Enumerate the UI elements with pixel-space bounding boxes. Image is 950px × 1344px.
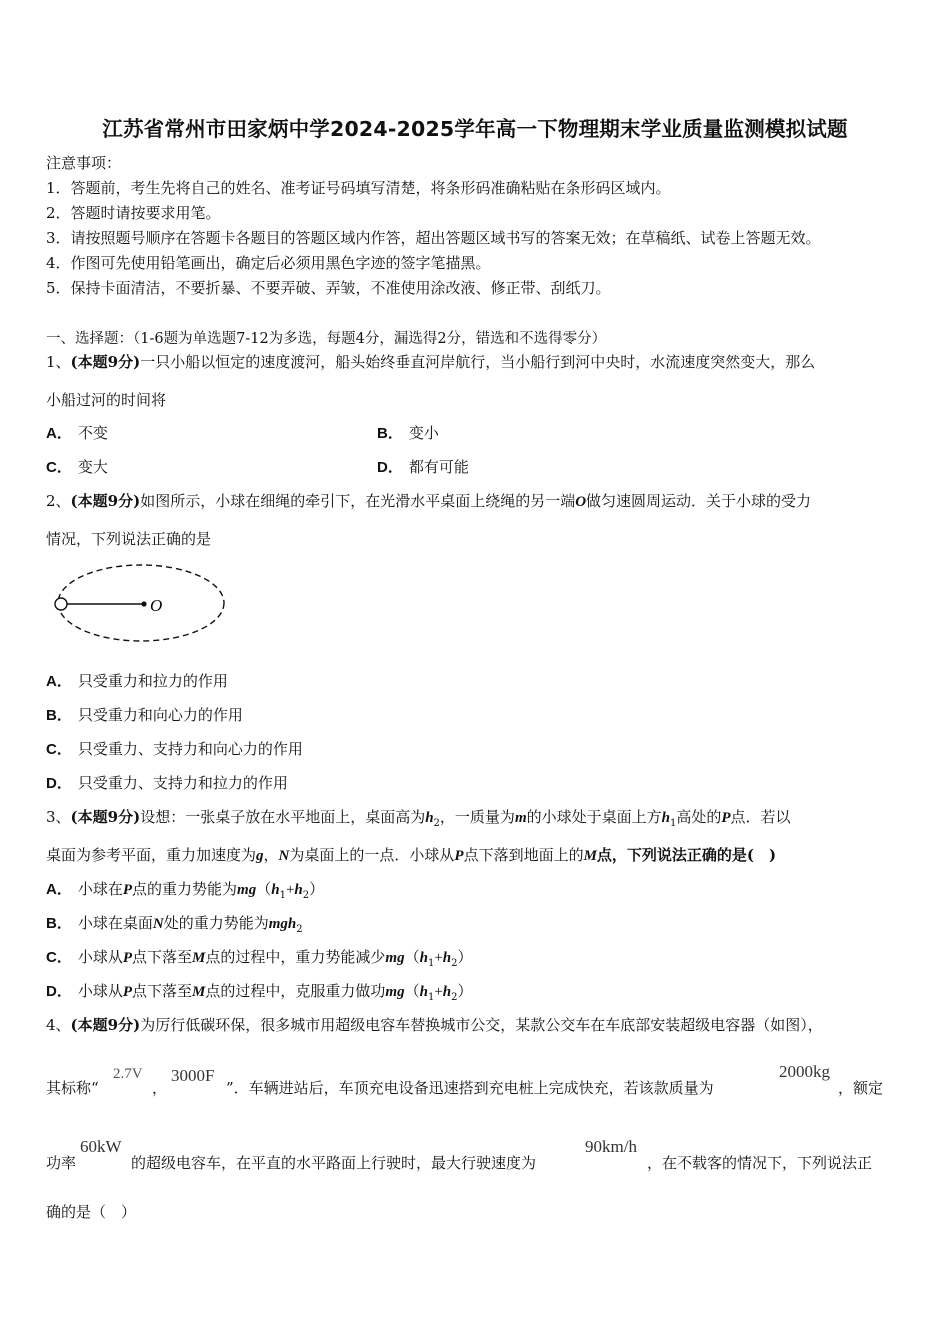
var-h: h bbox=[661, 810, 670, 826]
question-text: 确的是（ ） bbox=[46, 1203, 137, 1221]
question-text: 做匀速圆周运动．关于小球的受力 bbox=[586, 492, 812, 510]
power-value: 60kW bbox=[80, 1137, 122, 1156]
question-score: (本题9分) bbox=[70, 808, 141, 826]
question-score: (本题9分) bbox=[70, 492, 141, 510]
question-text: ”．车辆进站后，车顶充电设备迅速搭到充电桩上完成快充，若该款质量为 bbox=[226, 1079, 714, 1097]
notice-item: 2．答题时请按要求用笔。 bbox=[46, 204, 221, 222]
expr-mg: mg bbox=[385, 950, 405, 966]
question-4 bbox=[46, 1014, 823, 1035]
question-text: 的小球处于桌面上方 bbox=[526, 808, 662, 826]
option-label: A． bbox=[46, 425, 72, 442]
question-text: 高处的 bbox=[676, 808, 722, 826]
question-text: 为厉行低碳环保，很多城市用超级电容车替换城市公交，某款公交车在车底部安装超级电容器（如图）， bbox=[140, 1016, 823, 1034]
question-number: 4、 bbox=[46, 1016, 71, 1034]
subscript: 1 bbox=[669, 818, 677, 829]
point-p: P bbox=[122, 984, 133, 1000]
var-h: h bbox=[294, 882, 303, 898]
center-point bbox=[141, 601, 146, 606]
question-text: 点下落到地面上的 bbox=[463, 846, 584, 864]
notice-item: 4．作图可先使用铅笔画出，确定后必须用黑色字迹的签字笔描黑。 bbox=[46, 254, 491, 272]
option-label: B． bbox=[46, 707, 72, 724]
question-text: 如图所示，小球在细绳的牵引下，在光滑水平桌面上绕绳的另一端 bbox=[140, 492, 576, 510]
plus-sign: + bbox=[434, 950, 443, 966]
option-text: 小球从 bbox=[77, 982, 123, 1000]
var-m: m bbox=[514, 810, 527, 826]
point-n: N bbox=[152, 916, 164, 932]
option-text: ） bbox=[457, 948, 473, 966]
option-text: 都有可能 bbox=[408, 458, 469, 476]
option-c[interactable] bbox=[46, 738, 303, 759]
question-text: 点．若以 bbox=[730, 808, 791, 826]
option-a[interactable] bbox=[46, 422, 108, 443]
dashed-orbit bbox=[58, 565, 224, 641]
option-text: 只受重力、支持力和拉力的作用 bbox=[77, 774, 288, 792]
notice-item: 1．答题前，考生先将自己的姓名、准考证号码填写清楚，将条形码准确粘贴在条形码区域内。 bbox=[46, 179, 671, 197]
point-m: M bbox=[583, 848, 597, 864]
question-text: 一只小船以恒定的速度渡河，船头始终垂直河岸航行，当小船行到河中央时，水流速度突然变大，那么 bbox=[140, 353, 816, 371]
option-text: 只受重力、支持力和向心力的作用 bbox=[77, 740, 303, 758]
option-text: ） bbox=[309, 880, 325, 898]
capacitance-value: 3000F bbox=[171, 1066, 215, 1085]
point-o: O bbox=[575, 494, 587, 510]
question-text: 设想：一张桌子放在水平地面上，桌面高为 bbox=[140, 808, 426, 826]
point-m: M bbox=[192, 984, 206, 1000]
question-text: ，在不载客的情况下，下列说法正 bbox=[647, 1154, 873, 1172]
option-text: 点的重力势能为 bbox=[132, 880, 238, 898]
question-text: 小船过河的时间将 bbox=[46, 391, 167, 409]
page-title: 江苏省常州市田家炳中学2024-2025学年高一下物理期末学业质量监测模拟试题 bbox=[102, 117, 848, 141]
var-h: h bbox=[442, 950, 452, 966]
question-text: ，额定 bbox=[838, 1079, 884, 1097]
question-text: 其标称“ bbox=[46, 1079, 99, 1097]
option-d[interactable] bbox=[46, 772, 288, 793]
question-text: ， bbox=[263, 846, 279, 864]
option-text: 点下落至 bbox=[132, 982, 193, 1000]
speed-value: 90km/h bbox=[585, 1137, 637, 1156]
point-n: N bbox=[278, 848, 290, 864]
ball bbox=[55, 598, 67, 610]
question-2 bbox=[46, 490, 811, 511]
option-text: 处的重力势能为 bbox=[163, 914, 269, 932]
notice-item: 3．请按照题号顺序在答题卡各题目的答题区域内作答，超出答题区域书写的答案无效；在草稿纸、试卷上答题无效。 bbox=[46, 229, 821, 247]
option-d[interactable] bbox=[46, 980, 473, 1003]
circular-motion-figure bbox=[50, 560, 230, 646]
mass-value: 2000kg bbox=[779, 1062, 830, 1081]
question-3 bbox=[46, 806, 791, 829]
question-text: 点，下列说法正确的是( ) bbox=[596, 846, 777, 864]
point-p: P bbox=[122, 882, 133, 898]
plus-sign: + bbox=[285, 882, 295, 898]
option-c[interactable] bbox=[46, 946, 473, 969]
option-text: 小球在桌面 bbox=[77, 914, 153, 932]
subscript: 1 bbox=[427, 958, 435, 969]
option-d[interactable] bbox=[377, 456, 469, 477]
option-a[interactable] bbox=[46, 670, 228, 691]
question-text: 为桌面上的一点．小球从 bbox=[289, 846, 455, 864]
var-h: h bbox=[419, 950, 428, 966]
var-h: h bbox=[442, 984, 452, 1000]
option-c[interactable] bbox=[46, 456, 108, 477]
option-text: （ bbox=[256, 880, 272, 898]
expr-mg: mg bbox=[385, 984, 405, 1000]
subscript: 2 bbox=[302, 890, 310, 901]
option-label: B． bbox=[46, 915, 72, 932]
option-text: 变小 bbox=[408, 424, 439, 442]
point-p: P bbox=[454, 848, 464, 864]
option-label: A． bbox=[46, 673, 72, 690]
option-text: 点的过程中，重力势能减少 bbox=[205, 948, 386, 966]
question-text: ， bbox=[152, 1079, 168, 1097]
question-text: ，一质量为 bbox=[439, 808, 515, 826]
voltage-value: 2.7V bbox=[113, 1066, 143, 1082]
option-b[interactable] bbox=[46, 704, 243, 725]
option-text: 变大 bbox=[77, 458, 108, 476]
subscript: 1 bbox=[427, 992, 435, 1003]
var-g: g bbox=[256, 848, 264, 864]
subscript: 2 bbox=[433, 818, 440, 829]
figure-label-o: O bbox=[150, 596, 163, 615]
option-text: 小球在 bbox=[77, 880, 123, 898]
option-text: （ bbox=[404, 948, 420, 966]
point-p: P bbox=[721, 810, 731, 826]
option-text: 只受重力和向心力的作用 bbox=[77, 706, 243, 724]
option-text: ） bbox=[457, 982, 473, 1000]
option-text: （ bbox=[404, 982, 420, 1000]
notice-item: 5．保持卡面清洁，不要折暴、不要弄破、弄皱，不准使用涂改液、修正带、刮纸刀。 bbox=[46, 279, 611, 297]
var-h: h bbox=[419, 984, 428, 1000]
option-text: 点的过程中，克服重力做功 bbox=[205, 982, 386, 1000]
option-text: 点下落至 bbox=[132, 948, 193, 966]
option-b[interactable] bbox=[377, 422, 439, 443]
var-h: h bbox=[271, 882, 280, 898]
question-score: (本题9分) bbox=[70, 353, 141, 371]
subscript: 1 bbox=[279, 890, 286, 901]
question-number: 3、 bbox=[46, 808, 71, 826]
expr-mgh: mgh bbox=[268, 916, 297, 932]
option-a[interactable] bbox=[46, 878, 324, 901]
question-text: 情况，下列说法正确的是 bbox=[46, 530, 212, 548]
option-text: 小球从 bbox=[77, 948, 123, 966]
option-label: B． bbox=[377, 425, 403, 442]
var-h: h bbox=[425, 810, 434, 826]
subscript: 2 bbox=[451, 958, 458, 969]
option-text: 不变 bbox=[77, 424, 108, 442]
option-label: C． bbox=[46, 459, 72, 476]
question-text: 的超级电容车，在平直的水平路面上行驶时，最大行驶速度为 bbox=[131, 1154, 537, 1172]
option-label: D． bbox=[46, 775, 72, 792]
option-label: C． bbox=[46, 949, 72, 966]
question-text: 桌面为参考平面，重力加速度为 bbox=[46, 846, 257, 864]
question-score: (本题9分) bbox=[70, 1016, 141, 1034]
subscript: 2 bbox=[296, 924, 303, 935]
notice-heading: 注意事项： bbox=[46, 154, 122, 172]
expr-mg: mg bbox=[237, 882, 257, 898]
point-m: M bbox=[192, 950, 206, 966]
option-label: C． bbox=[46, 741, 72, 758]
question-number: 1、 bbox=[46, 353, 71, 371]
question-3-line-2 bbox=[46, 844, 776, 865]
option-label: D． bbox=[46, 983, 72, 1000]
option-label: A． bbox=[46, 881, 72, 898]
question-1 bbox=[46, 351, 815, 372]
point-p: P bbox=[122, 950, 133, 966]
option-label: D． bbox=[377, 459, 403, 476]
subscript: 2 bbox=[451, 992, 458, 1003]
option-b[interactable] bbox=[46, 912, 303, 935]
plus-sign: + bbox=[434, 984, 443, 1000]
section-heading: 一、选择题：（1-6题为单选题7-12为多选，每题4分，漏选得2分，错选和不选得零分） bbox=[46, 331, 607, 347]
option-text: 只受重力和拉力的作用 bbox=[77, 672, 228, 690]
question-text: 功率 bbox=[46, 1154, 77, 1172]
question-number: 2、 bbox=[46, 492, 71, 510]
